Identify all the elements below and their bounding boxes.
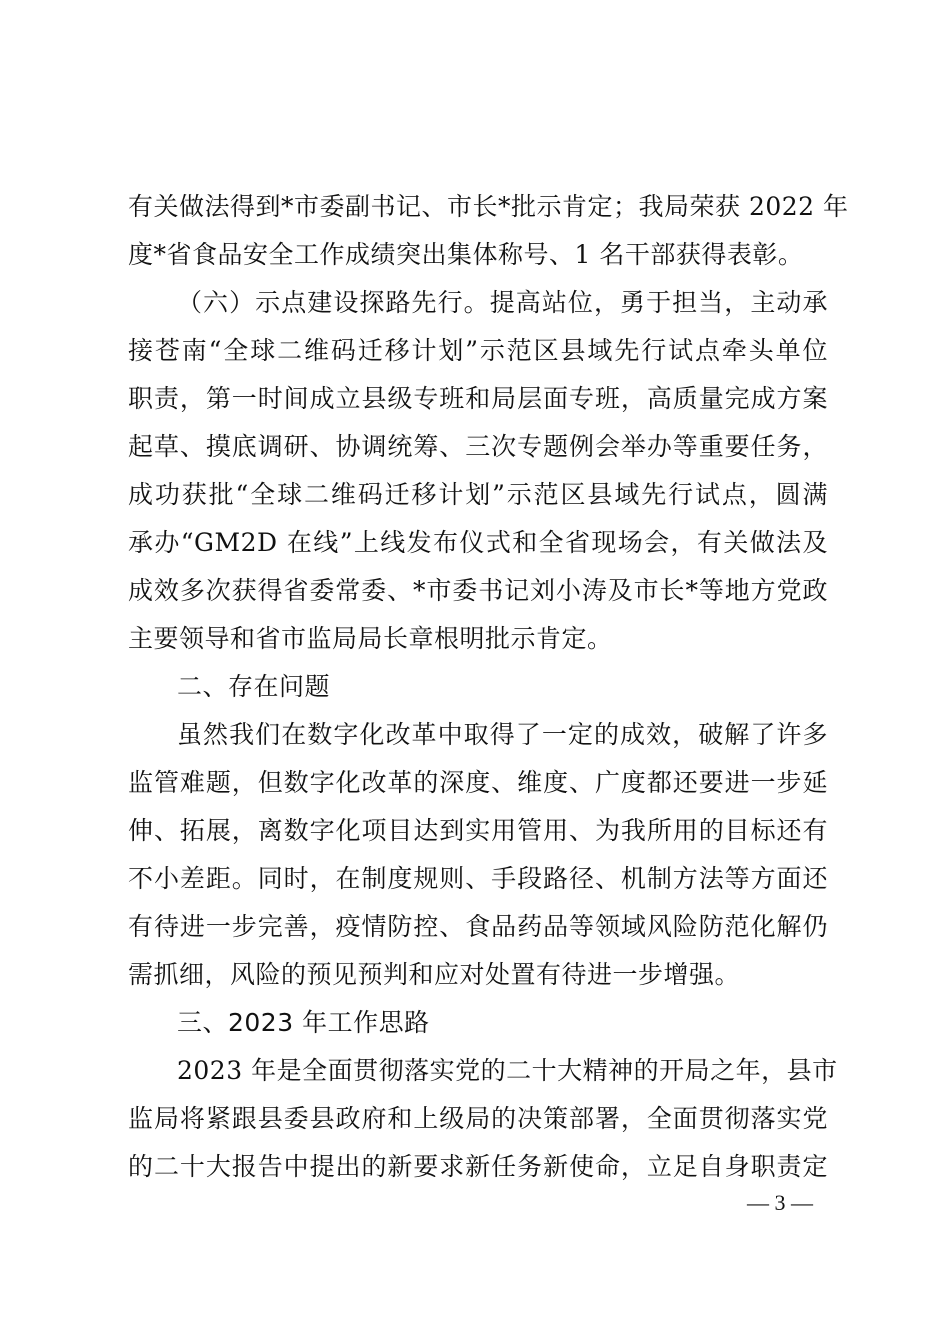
body-text-line: 起草、摸底调研、协调统筹、三次专题例会举办等重要任务， xyxy=(128,432,828,461)
body-text-line: 伸、拓展，离数字化项目达到实用管用、为我所用的目标还有 xyxy=(128,816,828,845)
section-heading: 二、存在问题 xyxy=(177,672,331,701)
body-text-line: 成效多次获得省委常委、*市委书记刘小涛及市长*等地方党政 xyxy=(128,576,828,605)
paragraph-first-line: 2023 年是全面贯彻落实党的二十大精神的开局之年，县市 xyxy=(177,1056,838,1085)
body-text-line: 职责，第一时间成立县级专班和局层面专班，高质量完成方案 xyxy=(128,384,828,413)
paragraph-first-line xyxy=(177,287,828,319)
section-heading: 三、2023 年工作思路 xyxy=(177,1008,430,1037)
section-lead-title: （六）示点建设探路先行。 xyxy=(177,288,490,317)
body-text-line: 监局将紧跟县委县政府和上级局的决策部署，全面贯彻落实党 xyxy=(128,1104,828,1133)
body-text-line: 度*省食品安全工作成绩突出集体称号、1 名干部获得表彰。 xyxy=(128,240,804,269)
body-text-line: 有待进一步完善，疫情防控、食品药品等领域风险防范化解仍 xyxy=(128,912,828,941)
body-text-line: 不小差距。同时，在制度规则、手段路径、机制方法等方面还 xyxy=(128,864,828,893)
body-text-line: 主要领导和省市监局局长章根明批示肯定。 xyxy=(128,624,613,653)
body-text: 提高站位，勇于担当，主动承 xyxy=(489,288,828,317)
body-text-line: 监管难题，但数字化改革的深度、维度、广度都还要进一步延 xyxy=(128,768,828,797)
body-text-line: 需抓细，风险的预见预判和应对处置有待进一步增强。 xyxy=(128,960,741,989)
body-text-line: 有关做法得到*市委副书记、市长*批示肯定；我局荣获 2022 年 xyxy=(128,192,849,221)
body-text-line: 成功获批“全球二维码迁移计划”示范区县域先行试点，圆满 xyxy=(128,480,828,509)
paragraph-first-line: 虽然我们在数字化改革中取得了一定的成效，破解了许多 xyxy=(177,720,828,749)
body-text-line: 接苍南“全球二维码迁移计划”示范区县域先行试点牵头单位 xyxy=(128,336,828,365)
body-text-line: 的二十大报告中提出的新要求新任务新使命，立足自身职责定 xyxy=(128,1152,828,1181)
page-number: — 3 — xyxy=(747,1190,813,1215)
body-text-line: 承办“GM2D 在线”上线发布仪式和全省现场会，有关做法及 xyxy=(128,528,828,557)
